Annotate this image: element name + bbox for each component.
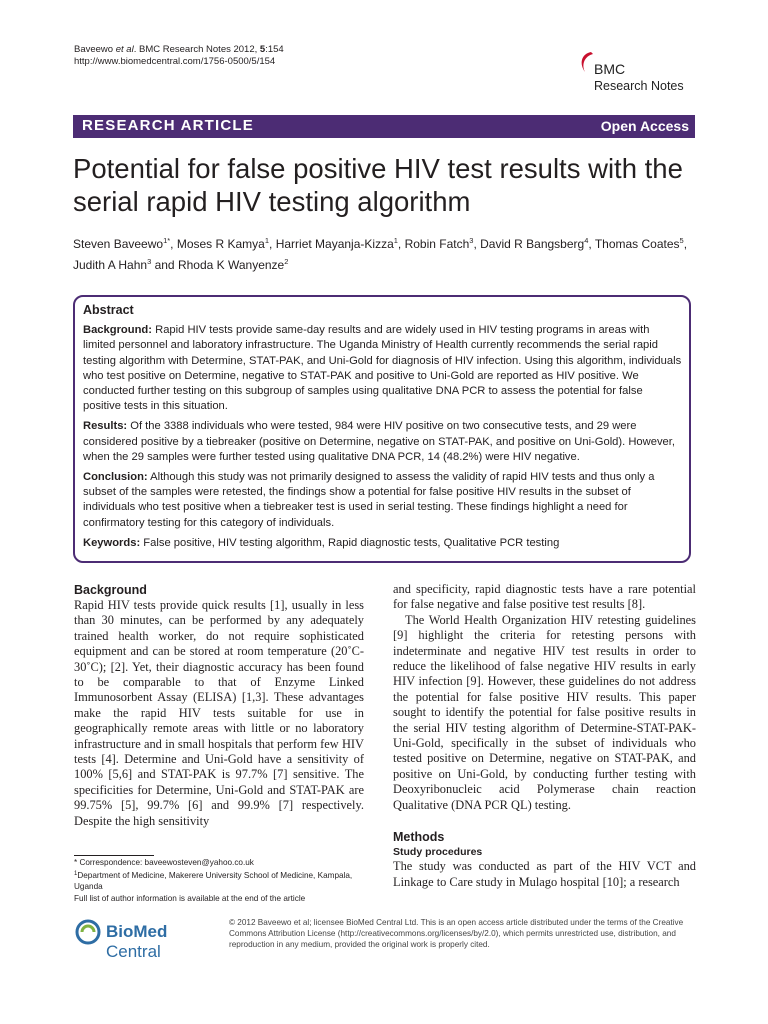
author-name: Judith A Hahn [73, 258, 148, 272]
study-procedures-heading: Study procedures [393, 846, 483, 859]
open-access-label: Open Access [600, 118, 689, 134]
citation-journal: . BMC Research Notes 2012, [133, 44, 260, 55]
citation-authors: Baveewo [74, 44, 116, 55]
article-type-bar [73, 115, 695, 138]
author-affiliation-sup: 1* [163, 236, 171, 245]
abstract-results-label: Results: [83, 420, 128, 433]
abstract-box [73, 295, 691, 563]
background-paragraph: Rapid HIV tests provide quick results [1], usually in less than 30 minutes, can be performed by any adequately trained health worker, do not require sophisticated equipment and can be stored at room temperature (20˚C-30˚C); [2]. Yet, their diagnostic accuracy has been found to be comparable to that of Enzyme Linked Immunosorbent Assay (ELISA) [1,3]. These advantages make the rapid HIV tests suitable for use in geographically remote areas with little or no laboratory infrastructure and in small hospitals that perform few HIV tests [4]. Determine and Uni-Gold have a sensitivity of 100% [5,6] and STAT-PAK is 97.7% [7] sensitive. The specificities for Determine, Uni-Gold and STAT-PAK are 99.75% [5], 99.7% [6] and 99.9% [7] respectively. Despite the high sensitivity [74, 598, 364, 828]
publisher-name [106, 922, 224, 962]
citation-volume: 5 [259, 44, 266, 55]
author-name: Moses R Kamya [176, 237, 265, 251]
author-affiliation-sup: 5 [679, 236, 684, 245]
citation-pages: :154 [265, 44, 284, 55]
body-left-column [74, 582, 364, 829]
license-text: © 2012 Baveewo et al; licensee BioMed Central Ltd. This is an open access article distributed under the terms of the Creative Commons Attribution License (http://creativecommons.org/licenses/by/2.0), which permits unrestricted use, distribution, and reproduction in any medium, provided the original work is properly cited. [229, 918, 684, 949]
author-name: Thomas Coates [594, 237, 680, 251]
author-affiliation-sup: 2 [284, 257, 289, 266]
body-right-column [393, 582, 696, 890]
affiliation-sup: 1 [74, 870, 78, 877]
author-name: Robin Fatch [404, 237, 470, 251]
who-guidelines-paragraph: The World Health Organization HIV retesting guidelines [9] highlight the criteria for retesting persons with indeterminate and negative HIV test results in order to reduce the likelihood of false negative HIV results in early HIV infection [9]. However, these guidelines do not address the potential for false positive HIV results. This paper sought to identify the potential for false positive results in the serial HIV testing algorithm of Determine-STAT-PAK-Uni-Gold, specifically in the subset of individuals who tested positive on Determine, negative on STAT-PAK, and positive on Uni-Gold, by conducting further testing with Deoxyribonucleic acid Polymerase chain reaction Qualitative (DNA PCR QL) testing. [393, 612, 696, 812]
publisher-name-rest: Central [106, 942, 161, 961]
abstract-conclusion-label: Conclusion: [83, 471, 148, 484]
citation-etal: et al [115, 44, 134, 55]
article-type-label: RESEARCH ARTICLE [82, 117, 254, 134]
abstract-keywords-text: False positive, HIV testing algorithm, Rapid diagnostic tests, Qualitative PCR testing [140, 536, 560, 549]
article-title: Potential for false positive HIV test results with the serial rapid HIV testing algorithm [73, 153, 683, 217]
background-heading: Background [74, 583, 147, 597]
citation-line [74, 43, 284, 56]
abstract-results-text: Of the 3388 individuals who were tested, 984 were HIV positive on two consecutive tests, and 29 were considered positive by a tiebreaker (positive on Determine, negative on STAT-PAK, and positive on Uni-Gold). However, when the 29 samples were further tested using qualitative DNA PCR, 14 (48.2%) were HIV negative. [83, 420, 675, 463]
study-procedures-paragraph: The study was conducted as part of the HIV VCT and Linkage to Care study in Mulago hospital [10]; a research [393, 859, 696, 889]
abstract-background [83, 323, 683, 414]
author-name: Steven Baveewo [73, 237, 164, 251]
author-name: Rhoda K Wanyenze [177, 258, 285, 272]
correspondence-note: * Correspondence: baveewosteven@yahoo.co.uk [74, 858, 254, 867]
footnotes [74, 857, 364, 904]
abstract-background-label: Background: [83, 324, 152, 337]
journal-logo [577, 50, 699, 100]
affiliation-text: Department of Medicine, Makerere University School of Medicine, Kampala, Uganda [74, 870, 353, 891]
author-list: Steven Baveewo$^{1*}$, Moses R Kamya$^1$, Harriet Mayanja-Kizza$^1$, Robin Fatch$^3$, David R Bangsberg$^4$, Thomas Coates$^5$, Judith A Hahn$^3$ and Rhoda K Wanyenze$^2$ [73, 236, 688, 272]
author-affiliation-sup: 4 [584, 236, 589, 245]
author-affiliation-sup: 1 [264, 236, 270, 245]
abstract-heading: Abstract [83, 303, 134, 317]
full-list-note: Full list of author information is available at the end of the article [74, 893, 306, 903]
author-name: Harriet Mayanja-Kizza [275, 237, 394, 251]
biomed-swirl-icon [74, 918, 102, 946]
author-affiliation-sup: 1 [393, 236, 398, 245]
abstract-conclusion [83, 470, 683, 531]
publisher-name-bold: BioMed [106, 922, 168, 941]
publisher-logo [74, 918, 224, 961]
author-affiliation-sup: 3 [469, 236, 474, 245]
abstract-keywords-label: Keywords: [83, 536, 141, 549]
abstract-background-text: Rapid HIV tests provide same-day results and are widely used in HIV testing programs in areas with limited personnel and laboratory infrastructure. The Uganda Ministry of Health currently recommends the serial rapid testing algorithm with Determine, STAT-PAK, and Uni-Gold for diagnosis of HIV infection. Using this algorithm, individuals who test positive on Determine, negative to STAT-PAK and positive to Uni-Gold are reported as HIV positive. We conducted further testing on this subgroup of samples using qualitative DNA PCR to assess the potential for false positive tests in this situation. [83, 324, 682, 413]
footnote-divider [74, 855, 154, 856]
article-url[interactable]: http://www.biomedcentral.com/1756-0500/5/154 [74, 56, 276, 67]
affiliation-note [74, 869, 364, 893]
journal-logo-name: Research Notes [594, 79, 684, 93]
author-name: David R Bangsberg [480, 237, 585, 251]
abstract-results [83, 419, 683, 465]
abstract-keywords [83, 536, 683, 551]
methods-heading: Methods [393, 830, 445, 845]
abstract-conclusion-text: Although this study was not primarily designed to assess the validity of rapid HIV tests and thus only a subset of the samples were retested, the findings show a potential for false positive HIV results in the subset of individuals who test positive when a tiebreaker test is used in serial testing. These findings highlight a need for confirmatory testing for this category of individuals. [83, 471, 655, 529]
author-affiliation-sup: 3 [147, 257, 152, 266]
journal-logo-bmc: BMC [594, 61, 626, 77]
background-paragraph-cont: and specificity, rapid diagnostic tests have a rare potential for false negative and false positive test results [8]. [393, 582, 696, 612]
